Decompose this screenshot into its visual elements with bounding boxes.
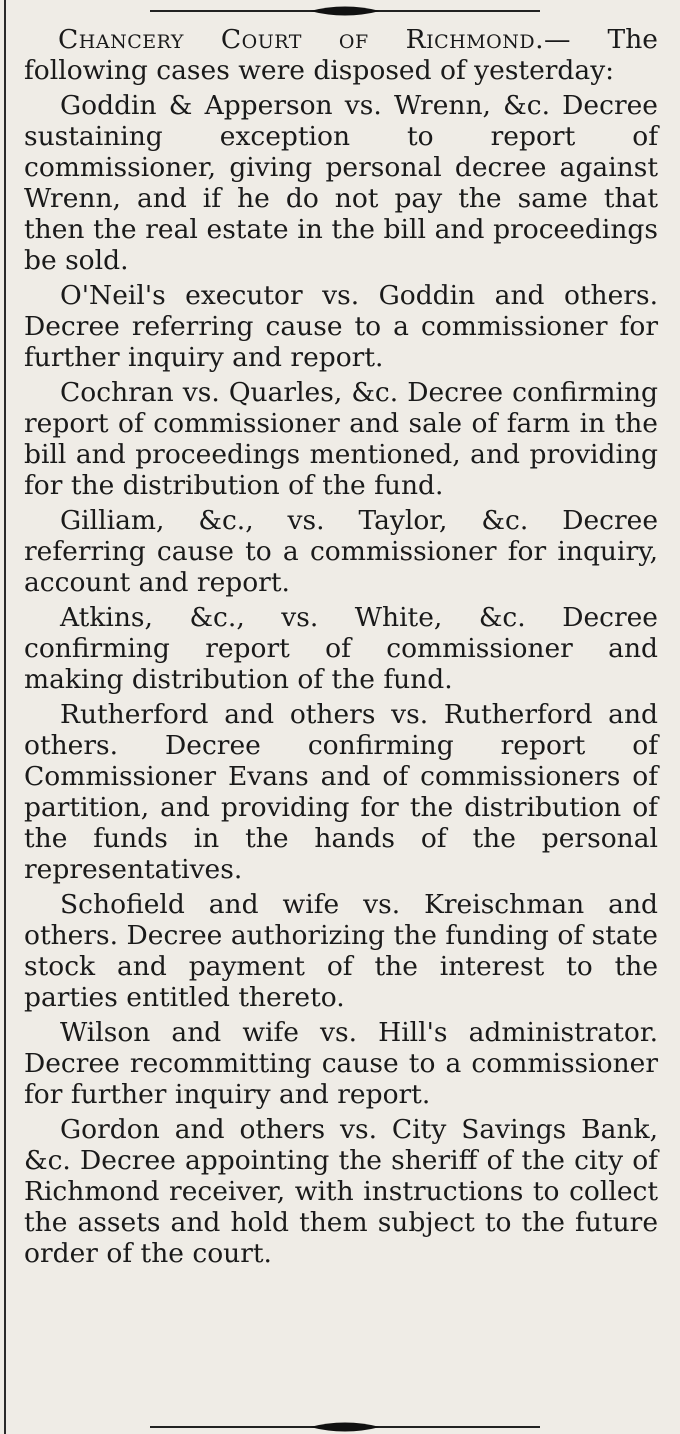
case-entry: Gordon and others vs. City Savings Bank, &c. Decree appointing the sheriff of the city of Richmond receiver, with instructions to collect the assets and hold them subject to the future order of the court.: [24, 1114, 658, 1269]
case-entry: Goddin & Apperson vs. Wrenn, &c. Decree sustaining exception to report of commissioner, giving personal decree against Wrenn, and if he do not pay the same that then the real estate in the bill and proceedings be sold.: [24, 90, 658, 276]
article-heading: Chancery Court of Richmond.—: [58, 24, 572, 55]
case-entry: Atkins, &c., vs. White, &c. Decree confirming report of commissioner and making distribution of the fund.: [24, 602, 658, 695]
case-entry: Rutherford and others vs. Rutherford and others. Decree confirming report of Commissioner Evans and of commissioners of partition, and providing for the distribution of the funds in the hands of the personal representatives.: [24, 699, 658, 885]
top-ornament-rule: [150, 2, 540, 18]
case-entry: O'Neil's executor vs. Goddin and others. Decree referring cause to a commissioner for further inquiry and report.: [24, 280, 658, 373]
bottom-ornament-graphic: [150, 1418, 540, 1434]
top-ornament-graphic: [150, 2, 540, 18]
article-heading-paragraph: [24, 24, 658, 86]
bottom-ornament-rule: [150, 1418, 540, 1434]
case-entry: Wilson and wife vs. Hill's administrator. Decree recommitting cause to a commissioner for further inquiry and report.: [24, 1017, 658, 1110]
case-entry: Schofield and wife vs. Kreischman and others. Decree authorizing the funding of state stock and payment of the interest to the parties entitled thereto.: [24, 889, 658, 1013]
case-entry: Cochran vs. Quarles, &c. Decree confirming report of commissioner and sale of farm in the bill and proceedings mentioned, and providing for the distribution of the fund.: [24, 377, 658, 501]
article-intro: The following cases were disposed of yesterday:: [24, 24, 658, 86]
case-entry: Gilliam, &c., vs. Taylor, &c. Decree referring cause to a commissioner for inquiry, account and report.: [24, 505, 658, 598]
column-rule: [4, 0, 6, 1434]
article-body: [24, 24, 658, 1273]
